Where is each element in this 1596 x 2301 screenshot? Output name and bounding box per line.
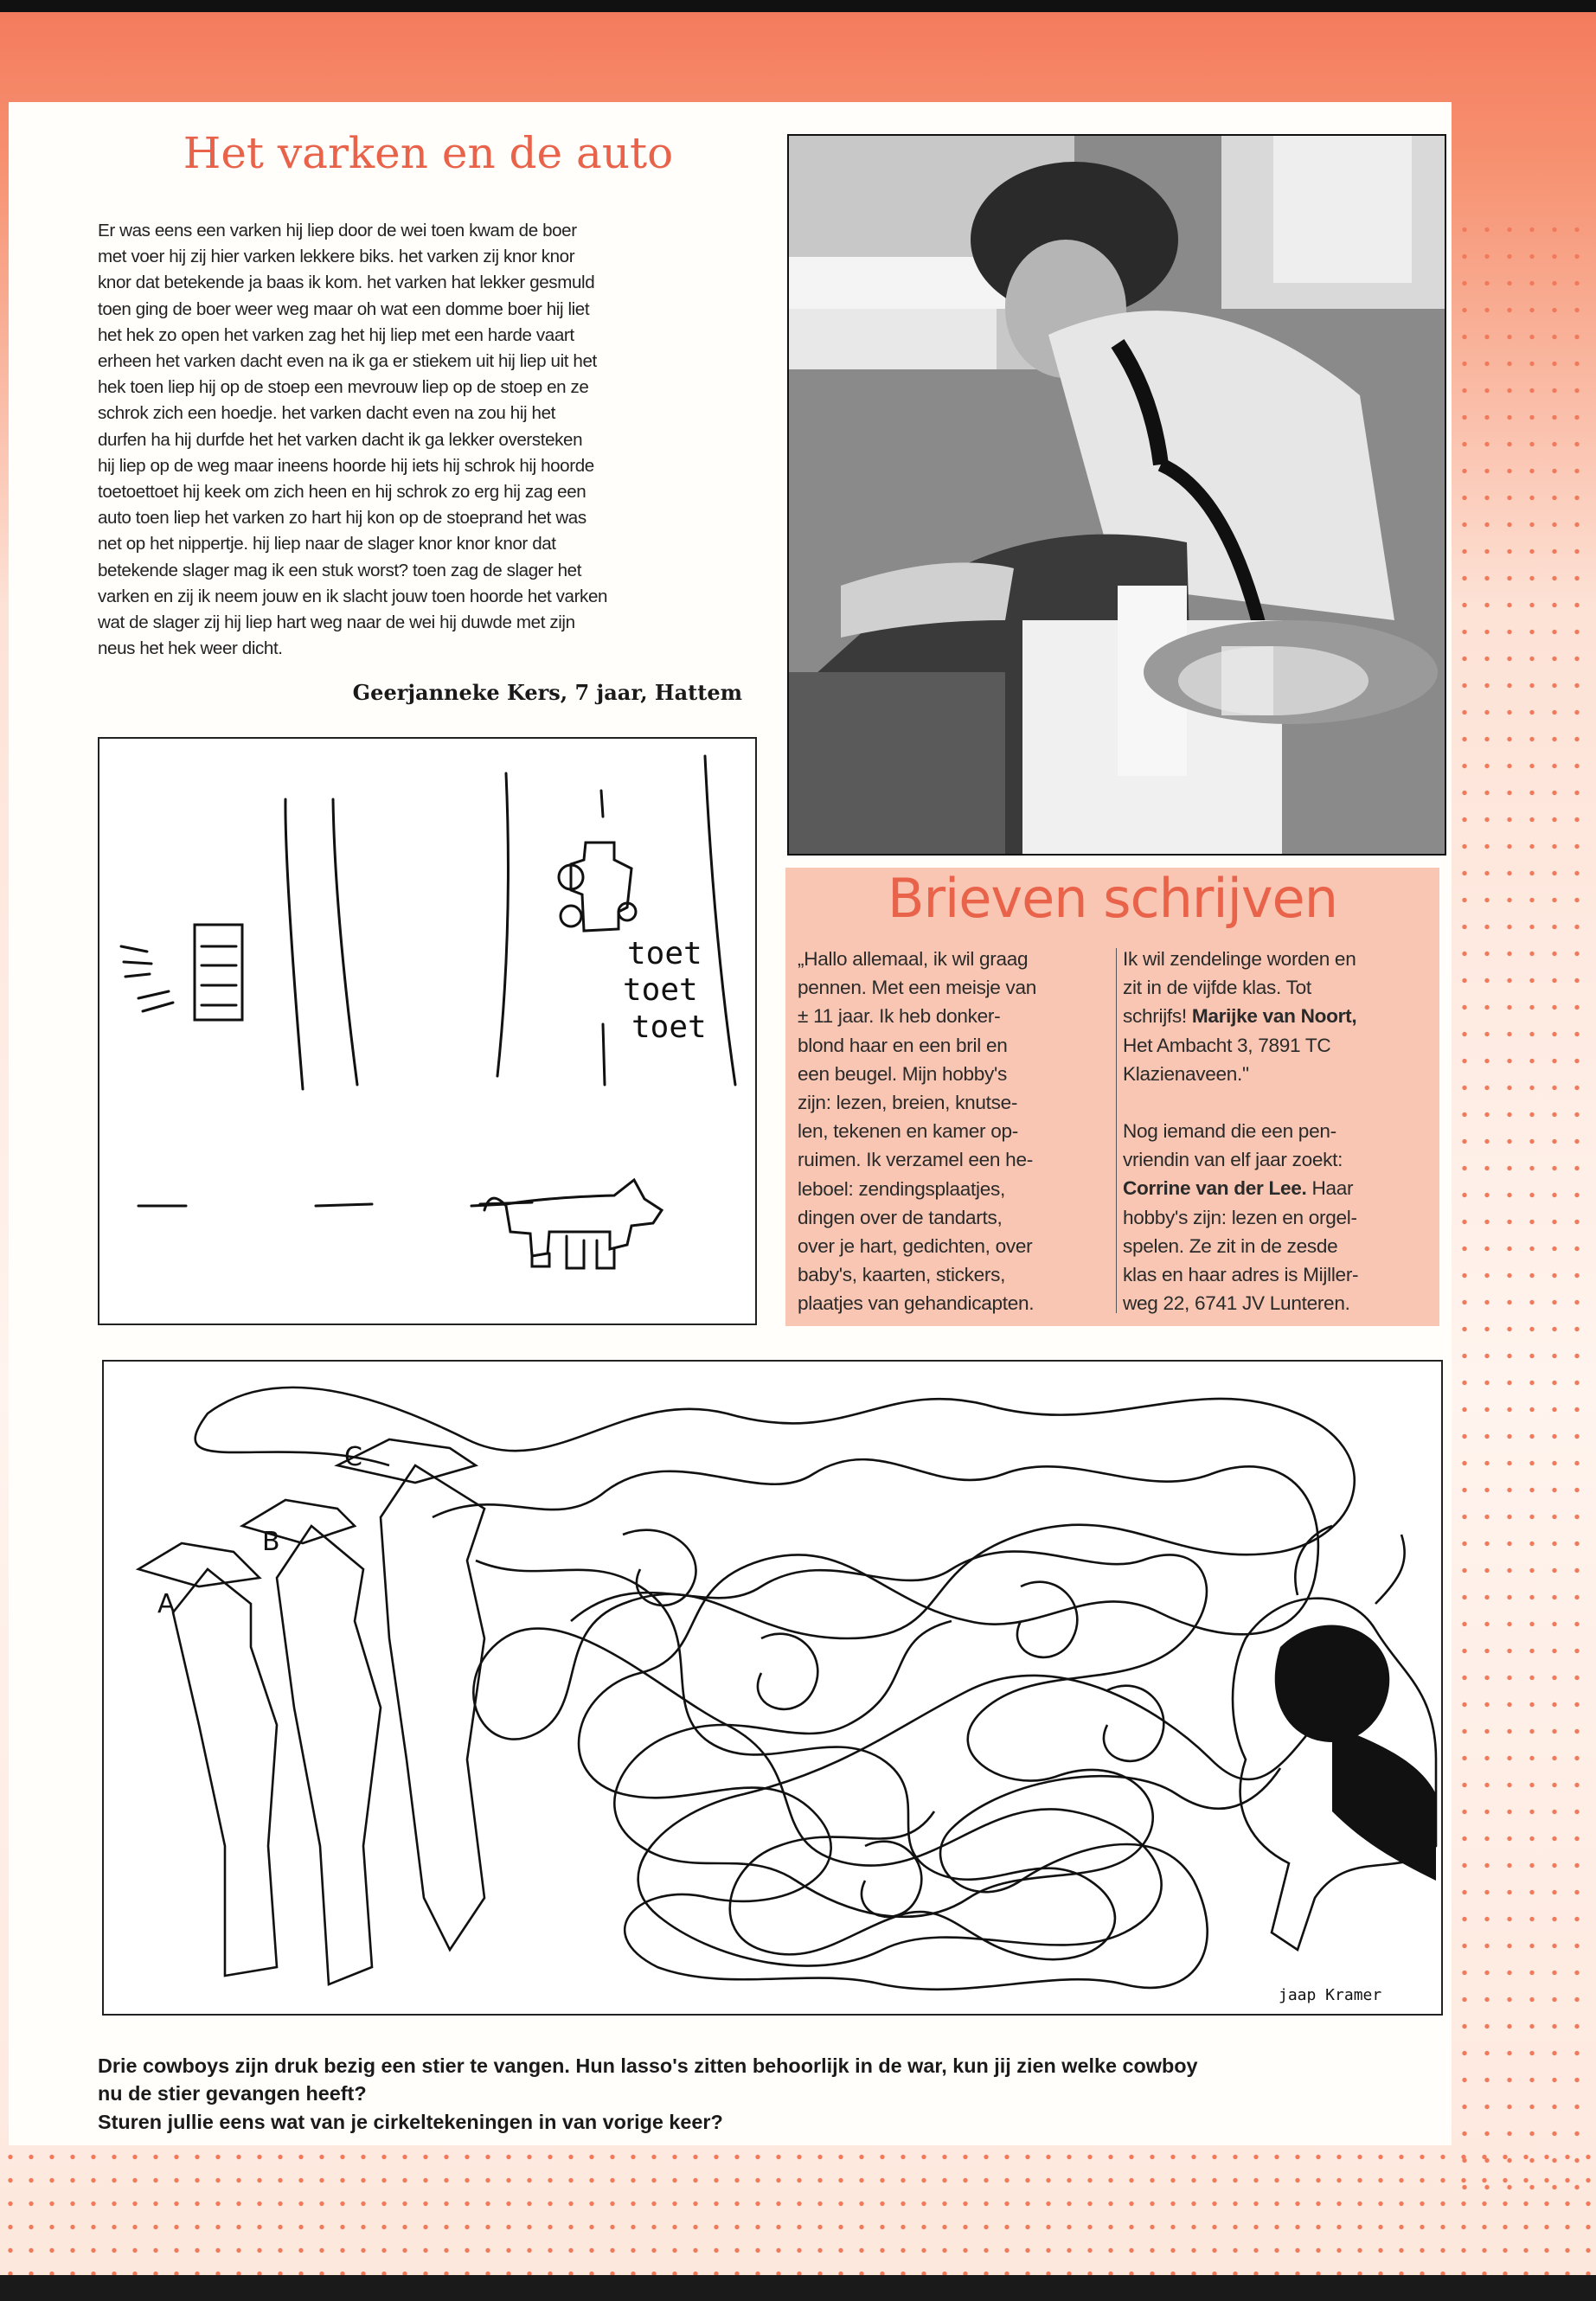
artist-signature: jaap Kramer [1279, 1986, 1382, 2004]
letter-line: leboel: zendingsplaatjes, [798, 1177, 1005, 1200]
letter-line: baby's, kaarten, stickers, [798, 1264, 1006, 1286]
dot-pattern-bottom [0, 2145, 1596, 2275]
scan-top-edge [0, 0, 1596, 12]
caption-line: Sturen jullie eens wat van je cirkeltekeningen in van vorige keer? [98, 2110, 723, 2133]
story-line: met voer hij zij hier varken lekkere biks. het varken zij knor knor [98, 247, 575, 267]
story-line: auto toen liep het varken zo hart hij kon op de stoeprand het was [98, 508, 586, 529]
window-lines [121, 946, 173, 1011]
lasso-line [433, 1459, 1318, 1990]
letter-text: Haar [1306, 1177, 1354, 1200]
road-line [333, 799, 357, 1085]
letter-line: hobby's zijn: lezen en orgel- [1123, 1206, 1357, 1228]
caption-line: nu de stier gevangen heeft? [98, 2082, 367, 2106]
bull-shoulder [1332, 1725, 1436, 1881]
story-line: durfen ha hij durfde het het varken dacht ik ga lekker oversteken [98, 429, 583, 450]
story-line: betekende slager mag ik een stuk worst? toen zag de slager het [98, 560, 582, 580]
bull-head [1275, 1625, 1390, 1742]
paragraph-gap [1123, 1088, 1430, 1117]
cowboy-a [173, 1569, 277, 1976]
story-line: toen ging de boer weer weg maar oh wat een domme boer hij liet [98, 298, 590, 319]
letters-right-column [1123, 945, 1430, 1317]
lasso-line [195, 1388, 1355, 1966]
story-line: toetoettoet hij keek om zich heen en hij schrok zo erg hij zag een [98, 482, 586, 503]
caption-line: Drie cowboys zijn druk bezig een stier te vangen. Hun lasso's zitten behoorlijk in de war, kun jij zien welke cowboy [98, 2054, 1198, 2077]
letter-line: zit in de vijfde klas. Tot [1123, 977, 1311, 999]
story-line: erheen het varken dacht even na ik ga er stiekem uit hij liep uit het [98, 351, 597, 372]
letter-line: vriendin van elf jaar zoekt: [1123, 1149, 1343, 1171]
letter-line: Ik wil zendelinge worden en [1123, 948, 1356, 970]
cowboy-label-b: B [262, 1527, 280, 1557]
story-line: hek toen liep hij op de stoep een mevrouw liep op de stoep en ze [98, 377, 589, 398]
story-line: wat de slager zij hij liep hart weg naar de wei hij duwde met zijn [98, 612, 575, 633]
road-line [601, 791, 603, 817]
child-drawing [98, 737, 757, 1325]
letter-line: len, tekenen en kamer op- [798, 1120, 1018, 1143]
cowboy-label-a: A [157, 1589, 176, 1619]
lasso-maze [102, 1360, 1443, 2016]
letter-line: ± 11 jaar. Ik heb donker- [798, 1005, 1001, 1028]
cowboy-label-c: C [344, 1442, 362, 1472]
story-line: knor dat betekende ja baas ik kom. het varken hat lekker gesmuld [98, 272, 595, 293]
story-line: neus het hek weer dicht. [98, 638, 283, 659]
story-author: Geerjanneke Kers, 7 jaar, Hattem [352, 680, 742, 705]
road-line [705, 756, 735, 1085]
dot-pattern-right [1453, 216, 1596, 2206]
cowboy-b [277, 1526, 381, 1984]
maze-scribble [623, 1530, 1163, 1917]
story-line: net op het nippertje. hij liep naar de slager knor knor knor dat [98, 534, 556, 554]
letter-line: „Hallo allemaal, ik wil graag [798, 948, 1029, 970]
letter-line: plaatjes van gehandicapten. [798, 1292, 1035, 1315]
letter-line [1123, 1002, 1430, 1030]
road-line [497, 773, 508, 1076]
road-line [603, 1024, 605, 1085]
letter-line: een beugel. Mijn hobby's [798, 1062, 1008, 1085]
pen-pal-name: Marijke van Noort, [1191, 1005, 1357, 1028]
column-divider [1116, 948, 1117, 1313]
story-line: Er was eens een varken hij liep door de wei toen kwam de boer [98, 221, 577, 240]
scan-bottom-edge [0, 2275, 1596, 2301]
letter-line [1123, 1174, 1430, 1202]
letter-line: over je hart, gedichten, over [798, 1235, 1033, 1258]
maze-caption [98, 2052, 1434, 2136]
street-dash [316, 1204, 372, 1206]
letter-line: blond haar en een bril en [798, 1034, 1008, 1056]
letter-line: Klazienaveen." [1123, 1062, 1249, 1085]
letter-line: pennen. Met een meisje van [798, 977, 1037, 999]
drawing-svg [99, 739, 755, 1324]
letters-left-column [798, 945, 1105, 1318]
letter-line: Het Ambacht 3, 7891 TC [1123, 1034, 1331, 1056]
story-line: schrok zich een hoedje. het varken dacht even na zou hij het [98, 403, 555, 424]
hat-b [242, 1500, 355, 1543]
story-line: hij liep op de weg maar ineens hoorde hij iets hij schrok hij hoorde [98, 455, 594, 476]
letter-line: zijn: lezen, breien, knutse- [798, 1092, 1018, 1114]
toet-text: toet [627, 936, 702, 971]
dentist-photo [787, 134, 1446, 856]
pen-pal-name: Corrine van der Lee. [1123, 1177, 1307, 1200]
toet-text: toet [631, 1009, 707, 1045]
letter-line: weg 22, 6741 JV Lunteren. [1123, 1292, 1350, 1315]
letter-line: klas en haar adres is Mijller- [1123, 1264, 1359, 1286]
letter-line: ruimen. Ik verzamel een he- [798, 1149, 1033, 1171]
letter-text: schrijfs! [1123, 1005, 1192, 1028]
story-line: het hek zo open het varken zag het hij liep met een harde vaart [98, 324, 574, 345]
story-line: varken en zij ik neem jouw en ik slacht jouw toen hoorde het varken [98, 586, 608, 606]
maze-svg [104, 1362, 1441, 2014]
road-line [285, 799, 303, 1089]
letters-title: Brieven schrijven [888, 867, 1337, 930]
story-title: Het varken en de auto [183, 128, 674, 178]
letter-line: spelen. Ze zit in de zesde [1123, 1234, 1338, 1257]
cowboy-c [381, 1465, 484, 1950]
letter-line: dingen over de tandarts, [798, 1206, 1003, 1228]
letter-line: Nog iemand die een pen- [1123, 1120, 1336, 1143]
story-body [98, 218, 755, 662]
photo-svg [789, 136, 1445, 854]
toet-text: toet [623, 972, 698, 1008]
